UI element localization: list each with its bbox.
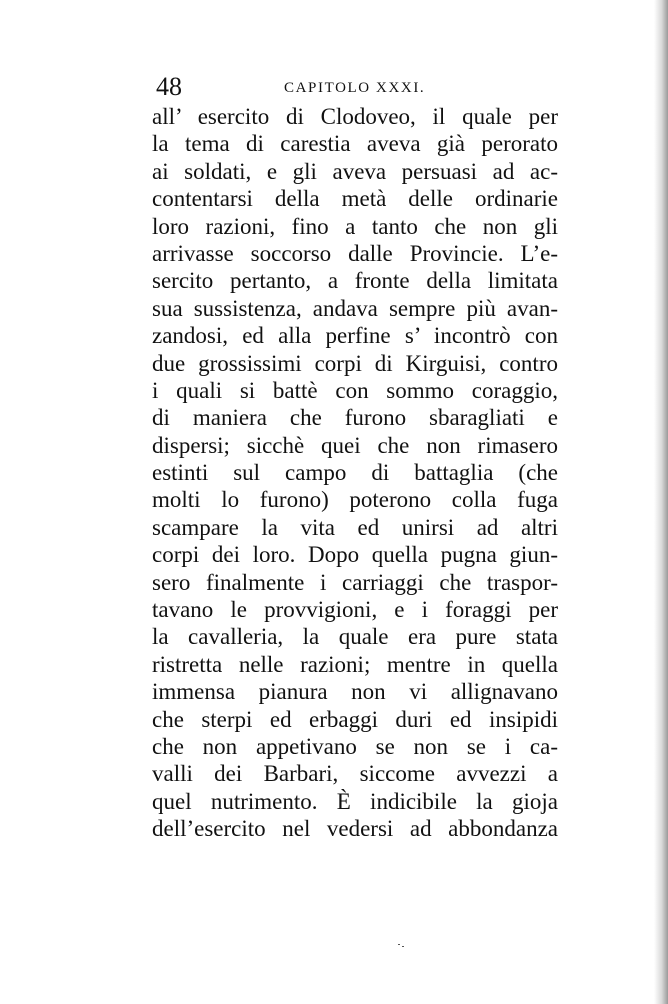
body-text xyxy=(152,103,558,843)
text-line: quel nutrimento. È indicibile la gioja xyxy=(152,788,558,814)
text-line: due grossissimi corpi di Kirguisi, contro xyxy=(152,350,558,376)
text-line: scampare la vita ed unirsi ad altri xyxy=(152,514,558,540)
text-line: arrivasse soccorso dalle Provincie. L’e- xyxy=(152,240,558,266)
paper-speck xyxy=(398,944,406,948)
text-line: corpi dei loro. Dopo quella pugna giun- xyxy=(152,542,558,568)
text-line: valli dei Barbari, siccome avvezzi a xyxy=(152,761,558,787)
page-number: 48 xyxy=(156,72,182,101)
text-line: i quali si battè con sommo coraggio, xyxy=(152,377,558,403)
text-line: contentarsi della metà delle ordinarie xyxy=(152,186,558,212)
text-line: di maniera che furono sbaragliati e xyxy=(152,405,558,431)
text-line: ristretta nelle razioni; mentre in quella xyxy=(152,651,558,677)
text-line: che sterpi ed erbaggi duri ed insipidi xyxy=(152,706,558,732)
text-line: immensa pianura non vi allignavano xyxy=(152,679,558,705)
text-line: loro razioni, fino a tanto che non gli xyxy=(152,213,558,239)
text-line: che non appetivano se non se i ca- xyxy=(152,733,558,759)
page-edge-shadow xyxy=(654,0,668,1004)
page-header xyxy=(156,72,566,102)
text-line: sercito pertanto, a fronte della limitata xyxy=(152,268,558,294)
text-line: tavano le provvigioni, e i foraggi per xyxy=(152,597,558,623)
text-line: la tema di carestia aveva già perorato xyxy=(152,131,558,157)
text-line: zandosi, ed alla perfine s’ incontrò con xyxy=(152,323,558,349)
text-line: la cavalleria, la quale era pure stata xyxy=(152,624,558,650)
running-head: CAPITOLO XXXI. xyxy=(284,80,426,96)
text-line: sero finalmente i carriaggi che traspor- xyxy=(152,569,558,595)
text-line: molti lo furono) poterono colla fuga xyxy=(152,487,558,513)
text-line: estinti sul campo di battaglia (che xyxy=(152,460,558,486)
text-line: dispersi; sicchè quei che non rimasero xyxy=(152,432,558,458)
text-line: all’ esercito di Clodoveo, il quale per xyxy=(152,104,558,129)
text-line: sua sussistenza, andava sempre più avan- xyxy=(152,295,558,321)
text-line: ai soldati, e gli aveva persuasi ad ac- xyxy=(152,158,558,184)
text-line: dell’esercito nel vedersi ad abbondanza xyxy=(152,816,558,842)
